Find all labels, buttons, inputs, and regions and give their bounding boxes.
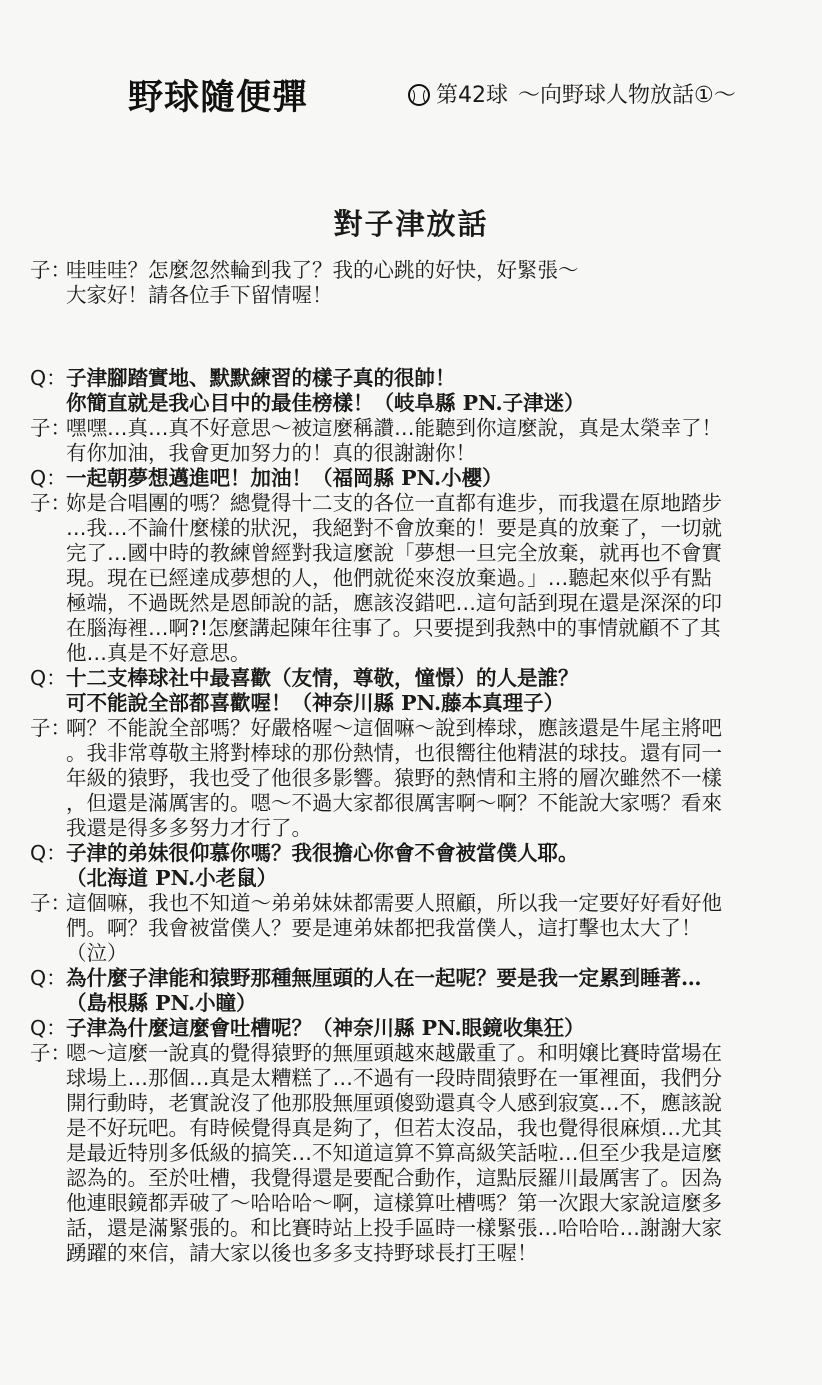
answer-entry xyxy=(30,891,800,966)
intro-entry xyxy=(30,258,800,308)
speaker-label: Q： xyxy=(30,466,67,490)
speaker-label: Q： xyxy=(30,841,67,865)
answer-entry xyxy=(30,491,800,666)
question-text: 子津的弟妹很仰慕你嗎？我很擔心你會不會被當僕人耶。 （北海道 PN.小老鼠） xyxy=(66,841,579,890)
intro-text: 哇哇哇？怎麼忽然輪到我了？我的心跳的好快，好緊張～ 大家好！請各位手下留情喔！ xyxy=(66,258,579,307)
question-entry xyxy=(30,366,800,416)
series-title: 野球隨便彈 xyxy=(128,77,309,118)
speaker-label: 子： xyxy=(30,258,71,282)
baseball-icon xyxy=(408,84,430,106)
article-title: 對子津放話 xyxy=(333,207,489,241)
answer-entry xyxy=(30,716,800,841)
speaker-label: Q： xyxy=(30,666,67,690)
question-entry xyxy=(30,1016,800,1041)
speaker-label: Q： xyxy=(30,366,67,390)
question-text: 一起朝夢想邁進吧！加油！（福岡縣 PN.小櫻） xyxy=(66,466,503,490)
answer-text: 嗯～這麼一說真的覺得猿野的無厘頭越來越嚴重了。和明嬢比賽時當場在 球場上…那個…真是太糟糕了…不過有一段時間猿野在一軍裡面，我們分 開行動時，老實說沒了他那股無厘頭傻勁還真令人感到寂寞…不，應該說 是不好玩吧。有時候覺得真是夠了，但若太沒品，我也覺得很麻煩…尤其 是最近特別多低級的搞笑…不知道這算不算高級笑話啦…但至少我是這麼 認為的。至於吐槽，我覺得還是要配合動作，這點辰羅川最厲害了。因為 他連眼鏡都弄破了～哈哈哈～啊，這樣算吐槽嗎？第一次跟大家說這麼多 話，還是滿緊張的。和比賽時站上投手區時一樣緊張…哈哈哈…謝謝大家 踴躍的來信，請大家以後也多多支持野球長打王喔！ xyxy=(66,1041,722,1265)
speaker-label: 子： xyxy=(30,491,71,515)
question-text: 子津腳踏實地、默默練習的樣子真的很帥！ 你簡直就是我心目中的最佳榜樣！（岐阜縣 PN.子津迷） xyxy=(66,366,585,415)
question-text: 子津為什麼這麼會吐槽呢？（神奈川縣 PN.眼鏡收集狂） xyxy=(66,1016,585,1040)
question-text: 為什麼子津能和猿野那種無厘頭的人在一起呢？要是我一定累到睡著… （島根縣 PN.小瞳） xyxy=(66,966,702,1015)
question-entry xyxy=(30,466,800,491)
question-entry xyxy=(30,966,800,1016)
speaker-label: 子： xyxy=(30,891,71,915)
question-entry xyxy=(30,666,800,716)
episode-heading xyxy=(408,78,736,109)
answer-entry xyxy=(30,1041,800,1266)
speaker-label: Q： xyxy=(30,966,67,990)
question-text: 十二支棒球社中最喜歡（友情，尊敬，憧憬）的人是誰？ 可不能說全部都喜歡喔！（神奈川縣 PN.藤本真理子） xyxy=(66,666,579,715)
answer-text: 嘿嘿…真…真不好意思～被這麼稱讚…能聽到你這麼說，真是太榮幸了！ 有你加油，我會更加努力的！真的很謝謝你！ xyxy=(66,416,722,465)
speaker-label: 子： xyxy=(30,716,71,740)
answer-text: 啊？不能說全部嗎？好嚴格喔～這個嘛～說到棒球，應該還是牛尾主將吧 。我非常尊敬主將對棒球的那份熱情，也很嚮往他精湛的球技。還有同一 年級的猿野，我也受了他很多影響。猿野的熱情和主將的層次雖然不一樣 ，但還是滿厲害的。嗯～不過大家都很厲害啊～啊？不能說大家嗎？看來 我還是得多多努力才行了。 xyxy=(66,716,722,840)
question-entry xyxy=(30,841,800,891)
header xyxy=(128,70,788,120)
episode-subtitle: ～向野球人物放話①～ xyxy=(518,83,736,108)
speaker-label: 子： xyxy=(30,1041,71,1065)
speaker-label: 子： xyxy=(30,416,71,440)
answer-text: 這個嘛，我也不知道～弟弟妹妹都需要人照顧，所以我一定要好好看好他 們。啊？我會被當僕人？要是連弟妹都把我當僕人，這打擊也太大了！ （泣） xyxy=(66,891,722,965)
spacer xyxy=(30,308,800,366)
answer-entry xyxy=(30,416,800,466)
episode-number: 第42球 xyxy=(436,83,508,108)
interview-content xyxy=(30,258,800,1266)
speaker-label: Q： xyxy=(30,1016,67,1040)
answer-text: 妳是合唱團的嗎？總覺得十二支的各位一直都有進步，而我還在原地踏步 …我…不論什麼樣的狀況，我絕對不會放棄的！要是真的放棄了，一切就 完了…國中時的教練曾經對我這麼說「夢想一旦完全放棄，就再也不會實 現。現在已經達成夢想的人，他們就從來沒放棄過。」…聽起來似乎有點 極端，不過既然是恩師說的話，應該沒錯吧…這句話到現在還是深深的印 在腦海裡…啊?!怎麼講起陳年往事了。只要提到我熱中的事情就顧不了其 他…真是不好意思。 xyxy=(66,491,722,665)
